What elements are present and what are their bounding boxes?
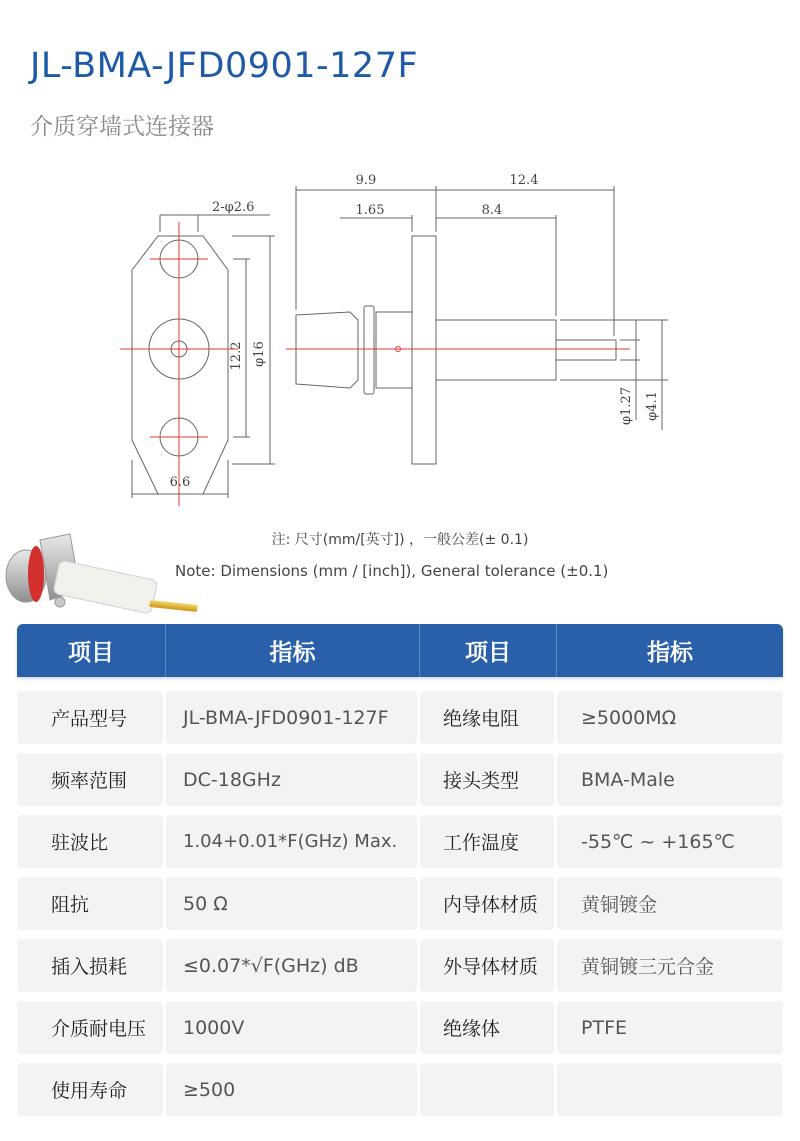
dim-hole: 2-φ2.6 — [212, 200, 255, 215]
table-row — [17, 877, 783, 930]
row-label: 绝缘电阻 — [420, 691, 554, 744]
row-label: 频率范围 — [17, 753, 163, 806]
note-english: Note: Dimensions (mm / [inch]), General tolerance (±0.1) — [175, 562, 609, 580]
product-subtitle: 介质穿墙式连接器 — [30, 114, 214, 140]
dim-flange-offset: 1.65 — [355, 203, 385, 218]
dim-spacing: 12.2 — [229, 341, 244, 371]
row-label: 绝缘体 — [420, 1001, 554, 1054]
front-flange-outline — [132, 236, 228, 494]
side-head — [296, 312, 358, 388]
side-pin — [556, 340, 616, 360]
note-chinese: 注: 尺寸(mm/[英寸]) ，一般公差(± 0.1) — [271, 532, 529, 548]
spec-table-header — [17, 624, 783, 677]
table-row — [17, 753, 783, 806]
row-label: 产品型号 — [17, 691, 163, 744]
table-row — [17, 815, 783, 868]
header-item-2: 项目 — [420, 624, 557, 677]
row-value-empty — [557, 1063, 783, 1116]
product-photo — [0, 530, 210, 630]
row-value: ≥500 — [166, 1063, 417, 1116]
row-label: 介质耐电压 — [17, 1001, 163, 1054]
dim-total-right: 12.4 — [509, 173, 539, 188]
side-neck — [376, 312, 412, 388]
side-body — [436, 320, 556, 380]
header-value-1: 指标 — [166, 624, 420, 677]
dim-flange-dia: φ16 — [252, 341, 267, 367]
row-label: 阻抗 — [17, 877, 163, 930]
row-label: 驻波比 — [17, 815, 163, 868]
row-label-empty — [420, 1063, 554, 1116]
dim-body-dia: φ4.1 — [645, 391, 660, 421]
table-row — [17, 1001, 783, 1054]
row-label: 工作温度 — [420, 815, 554, 868]
dim-total-left: 9.9 — [355, 173, 377, 188]
row-value: PTFE — [557, 1001, 783, 1054]
row-value: 黄铜镀金 — [557, 877, 783, 930]
row-value: 1.04+0.01*F(GHz) Max. — [166, 815, 417, 868]
dim-width: 6.6 — [169, 475, 191, 490]
header-item-1: 项目 — [17, 624, 166, 677]
row-value: 黄铜镀三元合金 — [557, 939, 783, 992]
row-label: 使用寿命 — [17, 1063, 163, 1116]
row-value: ≤0.07*√F(GHz) dB — [166, 939, 417, 992]
row-label: 插入损耗 — [17, 939, 163, 992]
table-row — [17, 691, 783, 744]
table-row — [17, 1063, 783, 1116]
row-value: 50 Ω — [166, 877, 417, 930]
technical-drawing — [0, 160, 800, 520]
row-value: ≥5000MΩ — [557, 691, 783, 744]
row-label: 外导体材质 — [420, 939, 554, 992]
side-ring — [364, 306, 374, 394]
row-value: 1000V — [166, 1001, 417, 1054]
row-value: DC-18GHz — [166, 753, 417, 806]
row-label: 接头类型 — [420, 753, 554, 806]
row-label: 内导体材质 — [420, 877, 554, 930]
row-value: -55℃ ~ +165℃ — [557, 815, 783, 868]
row-value: JL-BMA-JFD0901-127F — [166, 691, 417, 744]
side-flange — [412, 236, 436, 464]
header-value-2: 指标 — [647, 640, 693, 666]
product-title: JL-BMA-JFD0901-127F — [30, 46, 419, 86]
table-row — [17, 939, 783, 992]
row-value: BMA-Male — [557, 753, 783, 806]
dim-body-len: 8.4 — [481, 203, 503, 218]
dim-pin-dia: φ1.27 — [619, 386, 634, 426]
